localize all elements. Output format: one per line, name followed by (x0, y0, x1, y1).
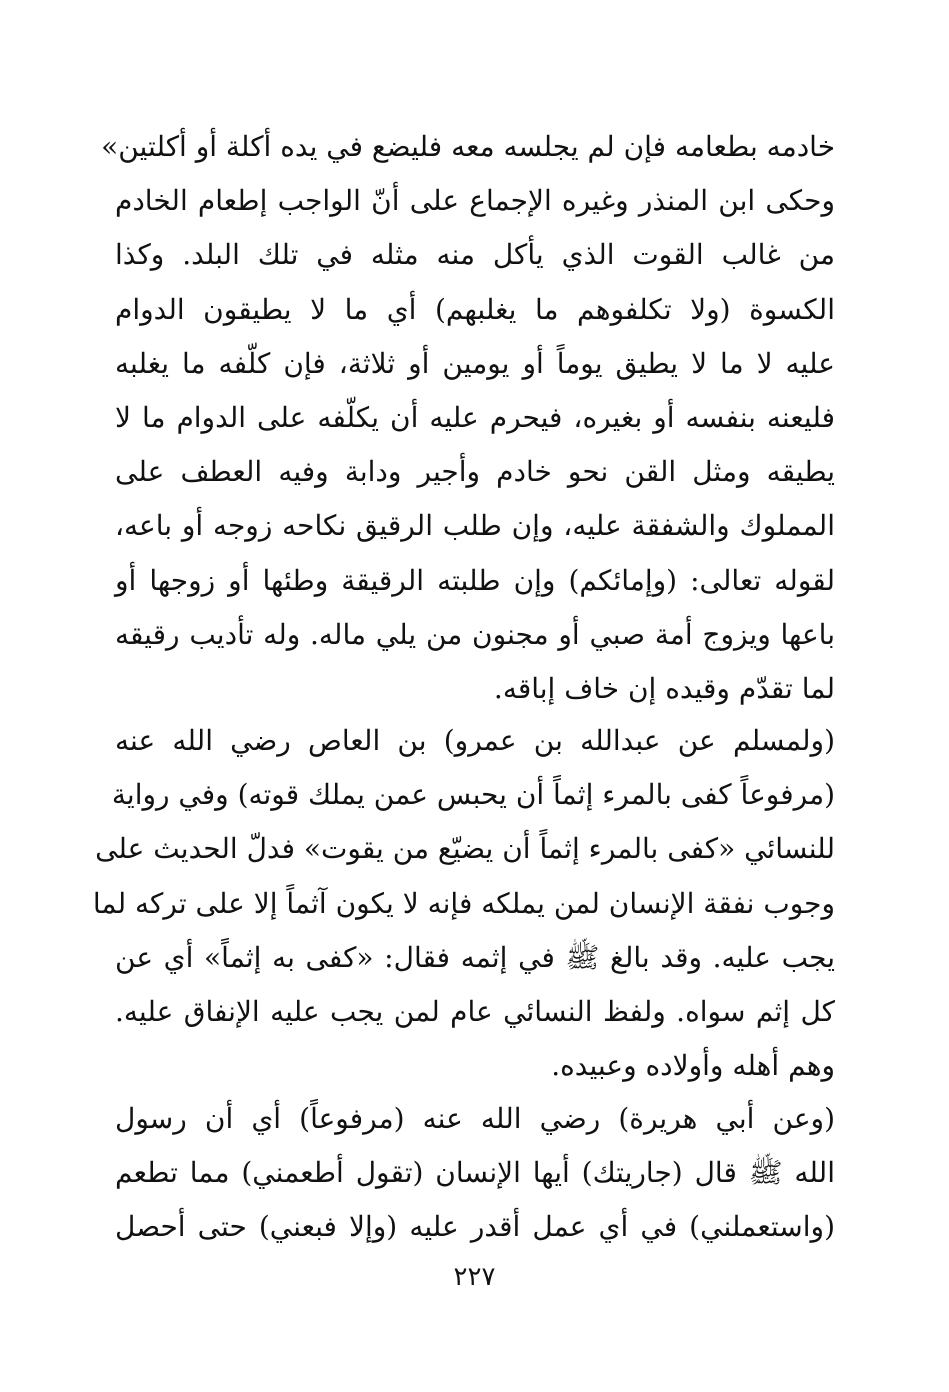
text-line: وهم أهله وأولاده وعبيده. (551, 1049, 835, 1083)
text-line: فليعنه بنفسه أو بغيره، فيحرم عليه أن يكلّفه على الدوام ما لا (115, 400, 835, 434)
text-line: (مرفوعاً كفى بالمرء إثماً أن يحبس عمن يملك قوته) وفي رواية (111, 778, 835, 812)
text-line: عليه لا ما لا يطيق يوماً أو يومين أو ثلاثة، فإن كلّفه ما يغلبه (115, 346, 835, 380)
text-line: كل إثم سواه. ولفظ النسائي عام لمن يجب عليه الإنفاق عليه. (115, 994, 835, 1028)
text-line: الله ﷺ قال (جاريتك) أيها الإنسان (تقول أطعمني) مما تطعم (115, 1156, 835, 1190)
text-line: الكسوة (ولا تكلفوهم ما يغلبهم) أي ما لا يطيقون الدوام (115, 292, 835, 326)
text-line: المملوك والشفقة عليه، وإن طلب الرقيق نكاحه زوجه أو باعه، (115, 509, 835, 543)
text-line: لقوله تعالى: (وإمائكم) وإن طلبته الرقيقة وطئها أو زوجها أو (115, 563, 835, 597)
paragraph-1 (101, 120, 835, 716)
text-line: باعها ويزوج أمة صبي أو مجنون من يلي ماله. وله تأديب رقيقه (115, 617, 835, 651)
text-line: يجب عليه. وقد بالغ ﷺ في إثمه فقال: «كفى به إثماً» أي عن (115, 940, 835, 974)
text-line: يطيقه ومثل القن نحو خادم وأجير ودابة وفيه العطف على (115, 455, 835, 489)
text-line: (وعن أبي هريرة) رضي الله عنه (مرفوعاً) أي أن رسول (115, 1102, 835, 1135)
text-line: وحكى ابن المنذر وغيره الإجماع على أنّ الواجب إطعام الخادم (115, 184, 835, 218)
text-line: من غالب القوت الذي يأكل منه مثله في تلك البلد. وكذا (115, 238, 835, 272)
text-line: (ولمسلم عن عبدالله بن عمرو) بن العاص رضي الله عنه (115, 724, 835, 757)
text-line: لما تقدّم وقيده إن خاف إباقه. (493, 671, 835, 705)
paragraph-2 (92, 714, 835, 1093)
text-line: (واستعملني) في أي عمل أقدر عليه (وإلا فبعني) حتى أحصل (115, 1210, 835, 1244)
text-line: خادمه بطعامه فإن لم يجلسه معه فليضع في يده أكلة أو أكلتين» (101, 130, 835, 163)
paragraph-3 (115, 1092, 835, 1255)
text-line: وجوب نفقة الإنسان لمن يملكه فإنه لا يكون آثماً إلا على تركه لما (92, 886, 835, 920)
page-number: ٢٢٧ (453, 1262, 496, 1292)
text-line: للنسائي «كفى بالمرء إثماً أن يضيّع من يقوت» فدلّ الحديث على (95, 832, 835, 866)
